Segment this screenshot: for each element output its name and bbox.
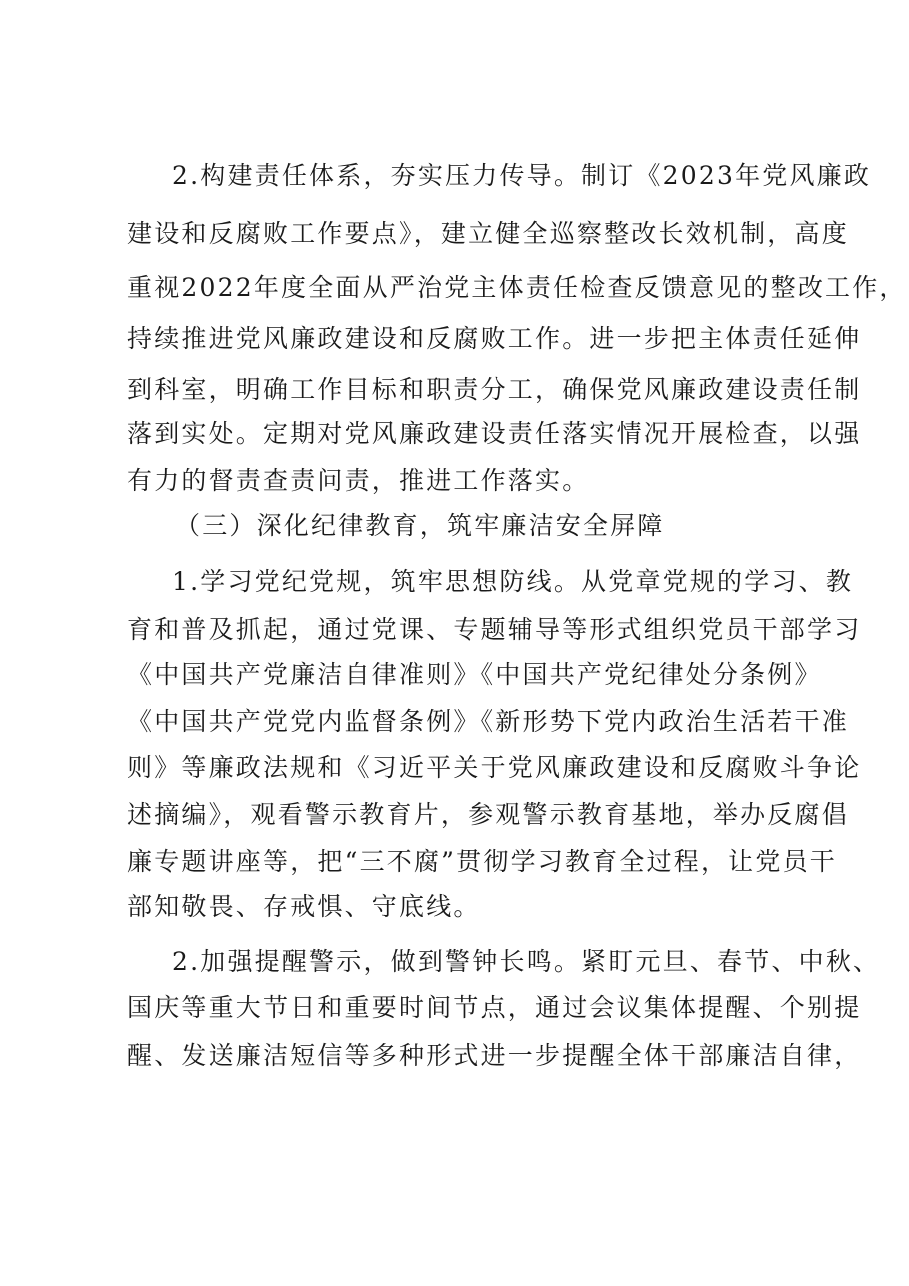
section-heading: （三）深化纪律教育，筑牢廉洁安全屏障 [175,511,665,540]
paragraph-line: 1.学习党纪党规，筑牢思想防线。从党章党规的学习、教 [172,567,854,596]
paragraph-line: 《中国共产党廉洁自律准则》《中国共产党纪律处分条例》 [127,660,822,689]
paragraph-line: 2.加强提醒警示，做到警钟长鸣。紧盯元旦、春节、中秋、 [172,947,881,976]
paragraph-line: 重视2022年度全面从严治党主体责任检查反馈意见的整改工作， [127,273,907,302]
paragraph-line: 醒、发送廉洁短信等多种形式进一步提醒全体干部廉洁自律， [127,1041,862,1070]
paragraph-line: 到科室，明确工作目标和职责分工，确保党风廉政建设责任制 [127,375,862,404]
paragraph-line: 廉专题讲座等，把“三不腐”贯彻学习教育全过程，让党员干 [127,847,837,876]
paragraph-line: 有力的督责查责问责，推进工作落实。 [127,466,590,495]
paragraph-line: 部知敬畏、存戒惧、守底线。 [127,892,481,921]
paragraph-line: 落到实处。定期对党风廉政建设责任落实情况开展检查，以强 [127,419,862,448]
paragraph-line: 《中国共产党党内监督条例》《新形势下党内政治生活若干准 [127,707,849,736]
paragraph-line: 则》等廉政法规和《习近平关于党风廉政建设和反腐败斗争论 [127,753,862,782]
paragraph-line: 国庆等重大节日和重要时间节点，通过会议集体提醒、个别提 [127,993,862,1022]
paragraph-line: 建设和反腐败工作要点》，建立健全巡察整改长效机制，高度 [127,219,849,248]
paragraph-line: 述摘编》，观看警示教育片，参观警示教育基地，举办反腐倡 [127,800,849,829]
paragraph-line: 育和普及抓起，通过党课、专题辅导等形式组织党员干部学习 [127,615,862,644]
paragraph-line: 持续推进党风廉政建设和反腐败工作。进一步把主体责任延伸 [127,324,862,353]
paragraph-line: 2.构建责任体系，夯实压力传导。制订《2023年党风廉政 [172,161,872,190]
